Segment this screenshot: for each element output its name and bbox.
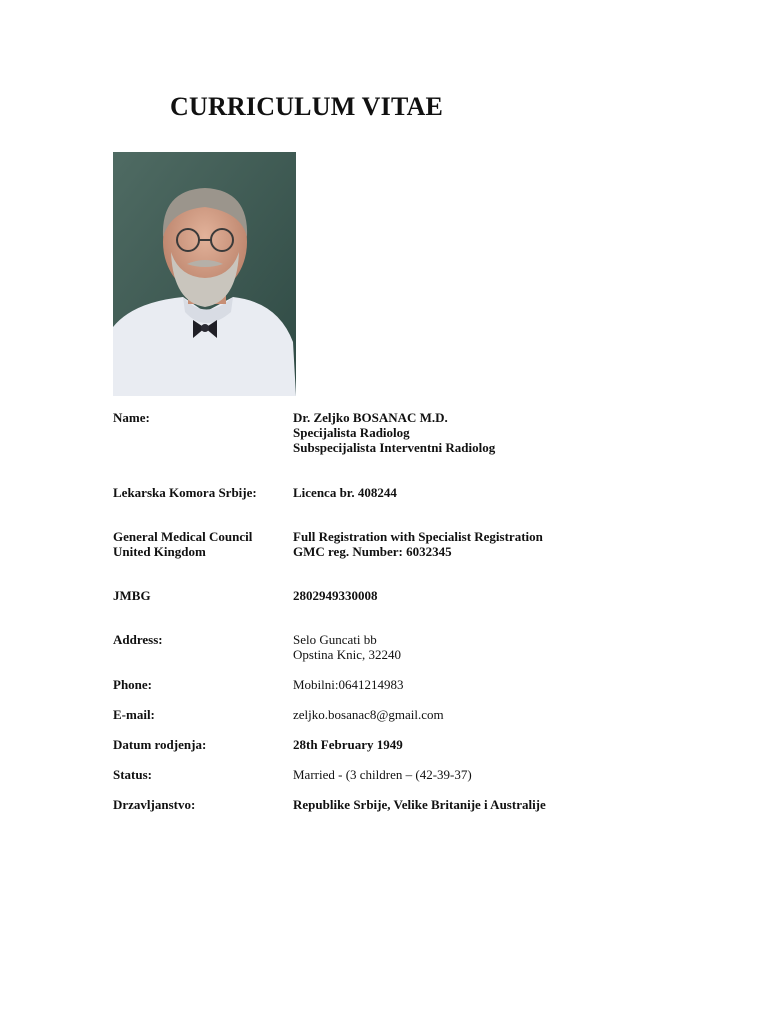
field-label-line: E-mail:: [113, 707, 155, 722]
field-label-drzavljanstvo: [113, 797, 195, 812]
field-value-datum-rodjenja: [293, 737, 403, 752]
field-label-line: United Kingdom: [113, 544, 206, 559]
field-value-line: Married - (3 children – (42-39-37): [293, 767, 472, 782]
field-value-status: [293, 767, 472, 782]
field-label-line: Drzavljanstvo:: [113, 797, 196, 812]
field-value-line: Specijalista Radiolog: [293, 425, 410, 440]
field-label-line: Phone:: [113, 677, 152, 692]
field-label-line: Lekarska Komora Srbije:: [113, 485, 257, 500]
field-value-jmbg: [293, 588, 378, 603]
field-value-line: GMC reg. Number: 6032345: [293, 544, 452, 559]
field-label-line: Name:: [113, 410, 150, 425]
field-value-email: [293, 707, 444, 722]
field-value-line: zeljko.bosanac8@gmail.com: [293, 707, 444, 722]
field-value-line: Mobilni:0641214983: [293, 677, 404, 692]
portrait-photo: [113, 152, 296, 396]
field-label-jmbg: [113, 588, 151, 603]
field-label-phone: [113, 677, 152, 692]
field-value-line: Full Registration with Specialist Registration: [293, 529, 543, 544]
field-value-drzavljanstvo: [293, 797, 546, 812]
field-label-line: General Medical Council: [113, 529, 253, 544]
field-label-address: [113, 632, 163, 647]
field-label-email: [113, 707, 155, 722]
field-label-gmc: [113, 529, 252, 559]
field-label-line: Address:: [113, 632, 163, 647]
field-value-gmc: [293, 529, 543, 559]
field-value-line: Selo Guncati bb: [293, 632, 377, 647]
field-value-line: Republike Srbije, Velike Britanije i Australije: [293, 797, 546, 812]
field-value-phone: [293, 677, 404, 692]
page-title: CURRICULUM VITAE: [170, 92, 444, 121]
field-value-line: Subspecijalista Interventni Radiolog: [293, 440, 496, 455]
field-value-line: 2802949330008: [293, 588, 378, 603]
field-value-line: 28th February 1949: [293, 737, 403, 752]
field-label-line: Status:: [113, 767, 153, 782]
field-label-status: [113, 767, 152, 782]
field-label-line: JMBG: [113, 588, 151, 603]
field-label-name: [113, 410, 150, 425]
field-value-lekarska-komora: [293, 485, 397, 500]
field-value-line: Opstina Knic, 32240: [293, 647, 401, 662]
field-label-datum-rodjenja: [113, 737, 206, 752]
field-label-lekarska-komora: [113, 485, 257, 500]
field-value-line: Dr. Zeljko BOSANAC M.D.: [293, 410, 448, 425]
field-value-address: [293, 632, 401, 662]
field-label-line: Datum rodjenja:: [113, 737, 207, 752]
field-value-line: Licenca br. 408244: [293, 485, 397, 500]
field-value-name: [293, 410, 495, 455]
